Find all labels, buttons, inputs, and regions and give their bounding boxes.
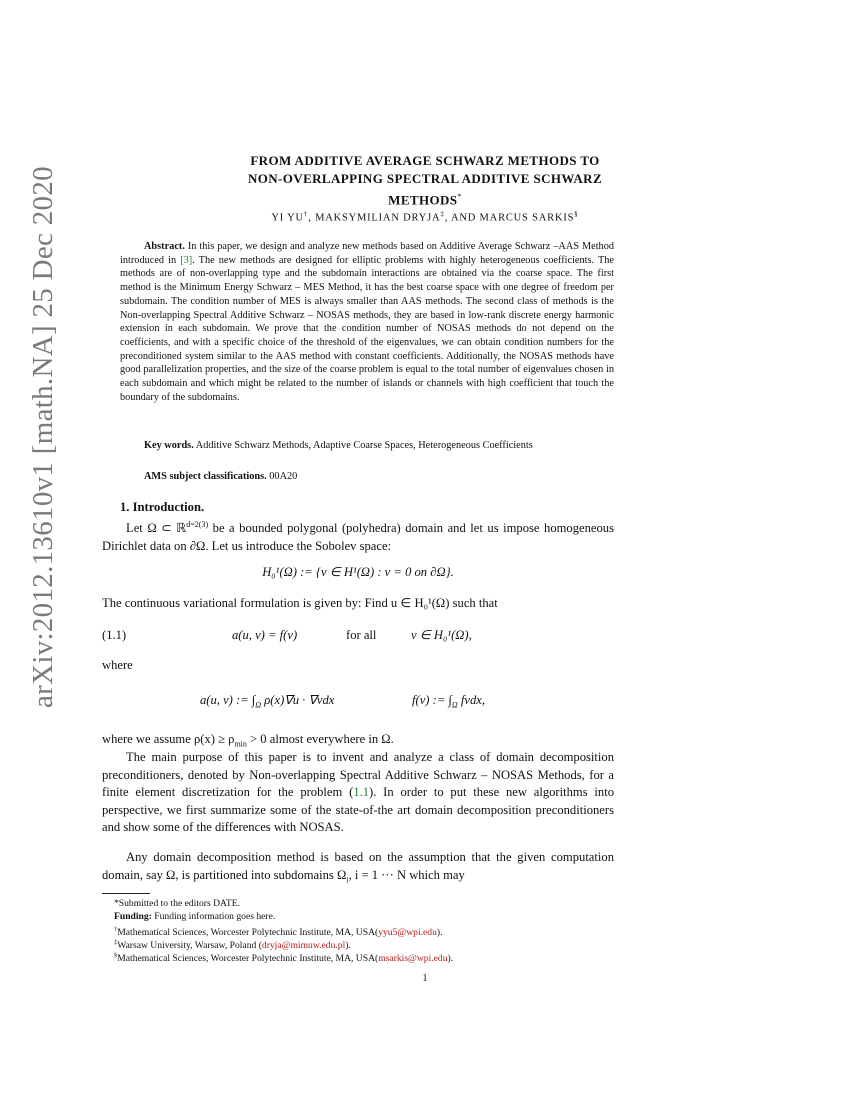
footnote-author-1: †Mathematical Sciences, Worcester Polytechnic Institute, MA, USA(yyu5@wpi.edu). — [114, 926, 443, 939]
ams-label: AMS subject classifications. — [144, 471, 267, 482]
email-link-yyu[interactable]: yyu5@wpi.edu — [378, 927, 437, 939]
author-3-mark: § — [574, 210, 579, 218]
citation-link[interactable]: [3] — [180, 254, 193, 266]
abstract-text-1: In this paper, we design and analyze new methods based on Additive Average Schwarz –AAS Method introduced in — [120, 241, 614, 266]
footnote-rule — [102, 893, 150, 894]
bilinear-form-equation: a(u, v) := $\int_\Omega$ ρ(x)∇u · ∇vdx — [200, 693, 335, 710]
intro-paragraph-1: Let Ω ⊂ ℝ$^{d=2(3)}$ be a bounded polygonal (polyhedra) domain and let us impose homogeneous Dirichlet data on ∂Ω. Let us introduce the Sobolev space: — [102, 520, 614, 553]
title-line-3: METHODS* — [388, 192, 462, 208]
intro-paragraph-4: Any domain decomposition method is based on the assumption that the given computation domain, say Ω, is partitioned into subdomains $\Omega_i$, i = 1 ··· N which may — [102, 850, 614, 885]
ams-text: 00A20 — [266, 471, 298, 482]
keywords — [120, 440, 614, 451]
equation-for-all: for all — [346, 628, 377, 642]
page-number: 1 — [422, 973, 428, 984]
email-link-dryja[interactable]: dryja@mimuw.edu.pl — [261, 940, 346, 952]
author-list — [120, 210, 730, 224]
equation-rhs: v ∈ H₀¹(Ω), — [411, 628, 472, 642]
author-2-mark: ‡ — [440, 210, 445, 218]
keywords-text: Additive Schwarz Methods, Adaptive Coarse Spaces, Heterogeneous Coefficients — [193, 440, 533, 451]
footnote-author-3: §Mathematical Sciences, Worcester Polytechnic Institute, MA, USA(msarkis@wpi.edu). — [114, 952, 454, 965]
title-line-2: NON-OVERLAPPING SPECTRAL ADDITIVE SCHWARZ — [247, 171, 603, 186]
footnote-funding: Funding: Funding information goes here. — [114, 911, 276, 922]
paper-title — [120, 152, 730, 209]
author-3: , AND MARCUS SARKIS — [444, 212, 575, 224]
abstract-text-2: . The new methods are designed for elliptic problems with highly heterogeneous coefficients. The methods are of non-overlapping type and the subdomain interactions are obtained via the coarse space. The first method is the Minimum Energy Schwarz – MES Method, it has the best coarse space with one degree of freedom per subdomain. The condition number of MES is always smaller than AAS methods. The second class of methods is the Non-overlapping Spectral Additive Schwarz – NOSAS methods, they are based in low-rank discrete energy harmonic extension in each subdomain. We prove that the condition number of NOSAS methods do not depend on the coefficients, and with a specific choice of the threshold of the eigenvalues, we can obtain condition numbers for the preconditioned system similar to the AAS method with constant coefficients. Additionally, the NOSAS methods have good parallelization properties, and the size of the coarse problem is equal to the total number of eigenvalues chosen in each subdomain and which might be related to the number of islands or channels with high coefficient that touch the boundary of the subdomains. — [120, 254, 614, 403]
footnote-author-2: ‡Warsaw University, Warsaw, Poland (dryja@mimuw.edu.pl). — [114, 939, 351, 952]
intro-paragraph-2: The continuous variational formulation is given by: Find u ∈ H₀¹(Ω) such that — [102, 596, 498, 610]
title-footnote-mark: * — [457, 192, 462, 201]
section-heading: 1. Introduction. — [120, 500, 205, 514]
email-link-msarkis[interactable]: msarkis@wpi.edu — [378, 953, 448, 965]
intro-paragraph-3: The main purpose of this paper is to invent and analyze a class of domain decomposition preconditioners, denoted by Non-overlapping Spectral Additive Schwarz – NOSAS Methods, for a finite element discretization for the problem (1.1). In order to put these new algorithms into perspective, we first summarize some of the state-of-the art domain decomposition preconditioners and show some of the differences with NOSAS. — [102, 750, 614, 834]
where-text: where — [102, 658, 133, 672]
sobolev-space-equation: H₀¹(Ω) := {v ∈ H¹(Ω) : v = 0 on ∂Ω}. — [262, 565, 454, 579]
linear-form-equation: f(v) := $\int_\Omega$ fvdx, — [412, 693, 485, 710]
author-2: , MAKSYMILIAN DRYJA — [308, 212, 441, 224]
ams-classification — [120, 471, 614, 482]
equation-number: (1.1) — [102, 628, 127, 642]
title-line-1: FROM ADDITIVE AVERAGE SCHWARZ METHODS TO — [250, 153, 600, 168]
equation-lhs: a(u, v) = f(v) — [232, 628, 298, 642]
arxiv-stamp-text: arXiv:2012.13610v1 [math.NA] 25 Dec 2020 — [27, 166, 59, 708]
author-1: YI YU — [271, 212, 304, 224]
keywords-label: Key words. — [144, 440, 194, 451]
abstract-label: Abstract. — [144, 241, 185, 252]
dimension-superscript: d=2(3) — [186, 520, 209, 529]
equation-ref-link[interactable]: 1.1 — [353, 785, 370, 799]
abstract — [120, 240, 614, 404]
footnote-submitted: *Submitted to the editors DATE. — [114, 898, 241, 909]
assumption-text: where we assume $\rho(x) \ge \rho_{min} > 0$ almost everywhere in Ω. — [102, 732, 394, 749]
arxiv-stamp — [22, 166, 64, 708]
author-1-mark: † — [303, 210, 309, 218]
